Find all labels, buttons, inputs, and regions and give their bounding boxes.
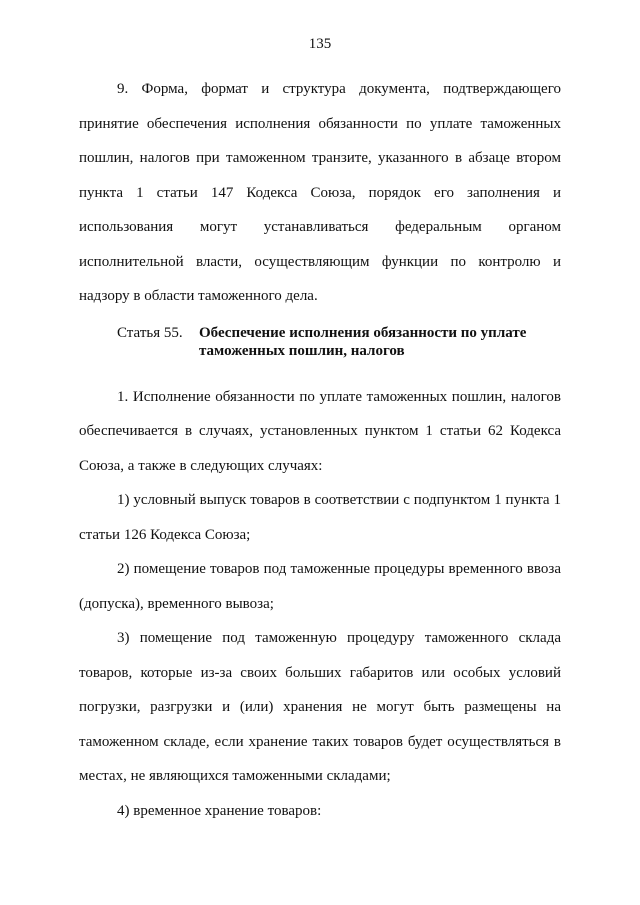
article-title: Обеспечение исполнения обязанности по уплате таможенных пошлин, налогов — [199, 324, 527, 359]
list-item-1: 1) условный выпуск товаров в соответствии с подпунктом 1 пункта 1 статьи 126 Кодекса Союза; — [79, 492, 561, 543]
paragraph-9: 9. Форма, формат и структура документа, подтверждающего принятие обеспечения исполнения обязанности по уплате таможенных пошлин, налогов при таможенном транзите, указанного в абзаце втором пункта 1 статьи 147 Кодекса Союза, порядок его заполнения и использования могут устанавливаться федеральным органом исполнительной власти, осуществляющим функции по контролю и надзору в области таможенного дела. — [79, 81, 561, 304]
article-number: Статья 55. — [117, 324, 183, 341]
list-item-4: 4) временное хранение товаров: — [117, 802, 322, 819]
document-body — [79, 72, 561, 828]
paragraph-1: 1. Исполнение обязанности по уплате таможенных пошлин, налогов обеспечивается в случаях, установленных пунктом 1 статьи 62 Кодекса Союза, а также в следующих случаях: — [79, 388, 561, 474]
article-heading — [79, 324, 561, 360]
list-item-3: 3) помещение под таможенную процедуру таможенного склада товаров, которые из-за своих больших габаритов или особых условий погрузки, разгрузки и (или) хранения не могут быть размещены на таможенном складе, если хранение таких товаров будет осуществляться в местах, не являющихся таможенными складами; — [79, 630, 561, 784]
page-number: 135 — [308, 36, 332, 52]
list-item-2: 2) помещение товаров под таможенные процедуры временного ввоза (допуска), временного вывоза; — [79, 561, 561, 612]
